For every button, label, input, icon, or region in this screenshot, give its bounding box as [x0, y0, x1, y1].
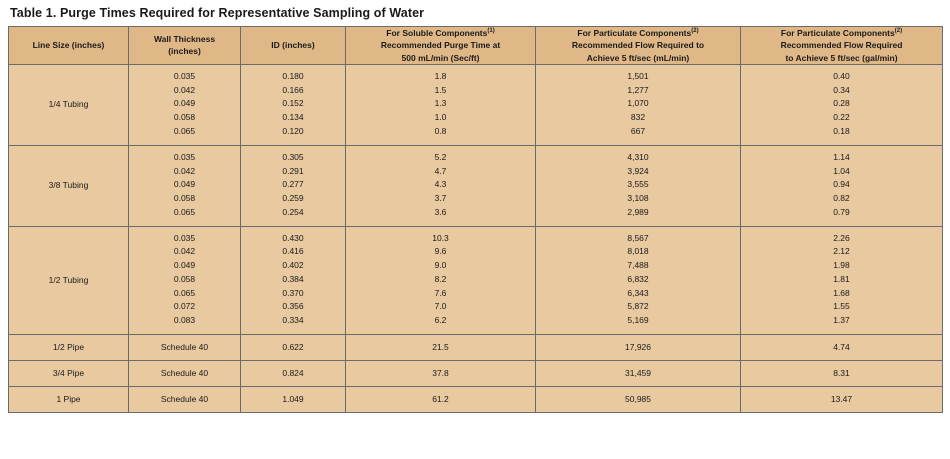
flow-ml-stack	[536, 146, 740, 226]
value: 0.152	[282, 98, 304, 109]
purge-time-stack	[346, 227, 535, 334]
value: 1,277	[627, 84, 649, 95]
column-header-soluble-line-2: Recommended Purge Time at	[380, 40, 501, 51]
value: 6,832	[627, 273, 649, 284]
cell-flow-ml-group	[536, 145, 741, 226]
value: 2.26	[833, 232, 850, 243]
value: 1.04	[833, 165, 850, 176]
cell-flow-gal-group	[741, 64, 943, 145]
value: 6.2	[434, 315, 447, 326]
value: 3,108	[627, 193, 649, 204]
cell-flow-gal: 4.74	[741, 334, 943, 360]
value: 0.259	[282, 193, 304, 204]
value: 0.82	[833, 193, 850, 204]
value: 7,488	[627, 260, 649, 271]
purge-times-table	[8, 26, 943, 413]
value: 4.3	[434, 179, 447, 190]
wall-thickness-stack	[129, 146, 240, 226]
value: 0.049	[173, 179, 196, 190]
wall-thickness-stack	[129, 227, 240, 334]
value: 8,567	[627, 232, 649, 243]
table-body	[9, 64, 943, 412]
wall-thickness-stack	[129, 65, 240, 145]
value: 5,169	[627, 315, 649, 326]
cell-flow-gal-group	[741, 145, 943, 226]
value: 0.042	[173, 84, 196, 95]
value: 0.083	[173, 315, 196, 326]
cell-line-size: 3/8 Tubing	[9, 145, 129, 226]
column-header-id	[241, 27, 346, 65]
value: 0.058	[173, 193, 196, 204]
purge-time-stack	[346, 65, 535, 145]
table-caption: Table 1. Purge Times Required for Representative Sampling of Water	[10, 6, 425, 20]
column-header-particulate-gal-line-2: Recommended Flow Required	[780, 40, 903, 51]
table-header-row	[9, 27, 943, 65]
value: 9.6	[434, 246, 447, 257]
value: 10.3	[432, 232, 449, 243]
cell-line-size: 3/4 Pipe	[9, 361, 129, 387]
value: 0.34	[833, 84, 850, 95]
value: 0.291	[282, 165, 304, 176]
value: 0.120	[282, 126, 304, 136]
value: 0.042	[173, 165, 196, 176]
purge-time-stack	[346, 146, 535, 226]
column-header-particulate-ml-line-1: For Particulate Components	[577, 28, 692, 38]
id-stack	[241, 65, 345, 145]
cell-line-size: 1/4 Tubing	[9, 64, 129, 145]
value: 5,872	[627, 301, 649, 312]
value: 0.072	[173, 301, 196, 312]
column-header-wall-thickness	[129, 27, 241, 65]
table-row	[9, 226, 943, 334]
column-header-line-size	[9, 27, 129, 65]
cell-flow-gal: 13.47	[741, 387, 943, 413]
cell-wall-thickness-group	[129, 64, 241, 145]
value: 3.7	[434, 193, 447, 204]
value: 1.0	[434, 112, 447, 123]
cell-purge-time-group	[346, 145, 536, 226]
column-header-particulate-gal-line-3: to Achieve 5 ft/sec (gal/min)	[785, 52, 898, 63]
column-header-soluble-line-1: For Soluble Components	[386, 28, 488, 38]
column-header-id-line-1: ID (inches)	[271, 40, 315, 51]
cell-id: 0.824	[241, 361, 346, 387]
column-header-wall-thickness-line-2: (inches)	[168, 46, 201, 57]
cell-flow-gal: 8.31	[741, 361, 943, 387]
table-header	[9, 27, 943, 65]
value: 0.049	[173, 260, 196, 271]
column-header-particulate-gal-line-1: For Particulate Components	[780, 28, 895, 38]
cell-flow-ml: 31,459	[536, 361, 741, 387]
value: 0.384	[282, 273, 304, 284]
table-row	[9, 145, 943, 226]
column-header-wall-thickness-line-1: Wall Thickness	[153, 34, 216, 45]
value: 2.12	[833, 246, 850, 257]
table-row	[9, 361, 943, 387]
value: 0.035	[173, 70, 196, 81]
value: 0.18	[833, 126, 850, 136]
value: 1.3	[434, 98, 447, 109]
value: 0.334	[282, 315, 304, 326]
cell-purge-time: 61.2	[346, 387, 536, 413]
value: 9.0	[434, 260, 447, 271]
value: 1.81	[833, 273, 850, 284]
flow-ml-stack	[536, 227, 740, 334]
value: 0.065	[173, 126, 196, 136]
column-header-line-size-line-1: Line Size (inches)	[32, 40, 105, 51]
flow-ml-stack	[536, 65, 740, 145]
cell-line-size: 1/2 Pipe	[9, 334, 129, 360]
value: 0.8	[434, 126, 447, 136]
table-row	[9, 387, 943, 413]
table-row	[9, 334, 943, 360]
value: 0.79	[833, 206, 850, 217]
cell-wall-thickness: Schedule 40	[129, 361, 241, 387]
value: 0.430	[282, 232, 304, 243]
column-header-particulate-ml-min	[536, 27, 741, 65]
value: 0.254	[282, 206, 304, 217]
value: 7.6	[434, 287, 447, 298]
value: 4.7	[434, 165, 447, 176]
column-header-particulate-ml-line-3: Achieve 5 ft/sec (mL/min)	[586, 52, 690, 63]
value: 1,501	[627, 70, 649, 81]
value: 8.2	[434, 273, 447, 284]
value: 0.305	[282, 151, 304, 162]
value: 0.370	[282, 287, 304, 298]
value: 0.166	[282, 84, 304, 95]
value: 1.68	[833, 287, 850, 298]
column-header-particulate-gal-min	[741, 27, 943, 65]
value: 0.180	[282, 70, 304, 81]
value: 7.0	[434, 301, 447, 312]
value: 0.049	[173, 98, 196, 109]
cell-id-group	[241, 64, 346, 145]
column-header-soluble-line-3: 500 mL/min (Sec/ft)	[401, 52, 480, 63]
flow-gal-stack	[741, 146, 942, 226]
value: 0.065	[173, 287, 196, 298]
value: 5.2	[434, 151, 447, 162]
value: 1.37	[833, 315, 850, 326]
value: 1.98	[833, 260, 850, 271]
cell-id-group	[241, 145, 346, 226]
cell-id: 1.049	[241, 387, 346, 413]
value: 8,018	[627, 246, 649, 257]
value: 0.134	[282, 112, 304, 123]
id-stack	[241, 227, 345, 334]
value: 3,555	[627, 179, 649, 190]
value: 0.402	[282, 260, 304, 271]
value: 0.40	[833, 70, 850, 81]
cell-line-size: 1 Pipe	[9, 387, 129, 413]
cell-wall-thickness-group	[129, 145, 241, 226]
cell-flow-ml: 50,985	[536, 387, 741, 413]
cell-wall-thickness-group	[129, 226, 241, 334]
id-stack	[241, 146, 345, 226]
value: 1.5	[434, 84, 447, 95]
value: 3,924	[627, 165, 649, 176]
cell-purge-time: 37.8	[346, 361, 536, 387]
value: 0.042	[173, 246, 196, 257]
value: 1.14	[833, 151, 850, 162]
value: 0.416	[282, 246, 304, 257]
cell-id: 0.622	[241, 334, 346, 360]
column-header-particulate-ml-line-2: Recommended Flow Required to	[571, 40, 705, 51]
value: 0.22	[833, 112, 850, 123]
value: 0.94	[833, 179, 850, 190]
value: 0.28	[833, 98, 850, 109]
footnote-marker-1: (1)	[487, 28, 495, 35]
cell-flow-ml-group	[536, 226, 741, 334]
value: 0.035	[173, 151, 196, 162]
value: 1.8	[434, 70, 447, 81]
value: 1,070	[627, 98, 649, 109]
value: 0.356	[282, 301, 304, 312]
cell-purge-time: 21.5	[346, 334, 536, 360]
table-row	[9, 64, 943, 145]
footnote-marker-2a: (2)	[691, 28, 699, 35]
value: 832	[630, 112, 646, 123]
flow-gal-stack	[741, 227, 942, 334]
cell-purge-time-group	[346, 226, 536, 334]
value: 6,343	[627, 287, 649, 298]
value: 2,989	[627, 206, 649, 217]
cell-purge-time-group	[346, 64, 536, 145]
column-header-soluble-purge-time	[346, 27, 536, 65]
value: 4,310	[627, 151, 649, 162]
value: 667	[630, 126, 646, 136]
value: 1.55	[833, 301, 850, 312]
cell-line-size: 1/2 Tubing	[9, 226, 129, 334]
cell-id-group	[241, 226, 346, 334]
value: 0.058	[173, 112, 196, 123]
footnote-marker-2b: (2)	[894, 28, 903, 35]
cell-flow-gal-group	[741, 226, 943, 334]
cell-wall-thickness: Schedule 40	[129, 334, 241, 360]
cell-flow-ml-group	[536, 64, 741, 145]
value: 3.6	[434, 206, 447, 217]
cell-wall-thickness: Schedule 40	[129, 387, 241, 413]
flow-gal-stack	[741, 65, 942, 145]
value: 0.058	[173, 273, 196, 284]
value: 0.035	[173, 232, 196, 243]
cell-flow-ml: 17,926	[536, 334, 741, 360]
value: 0.277	[282, 179, 304, 190]
value: 0.065	[173, 206, 196, 217]
